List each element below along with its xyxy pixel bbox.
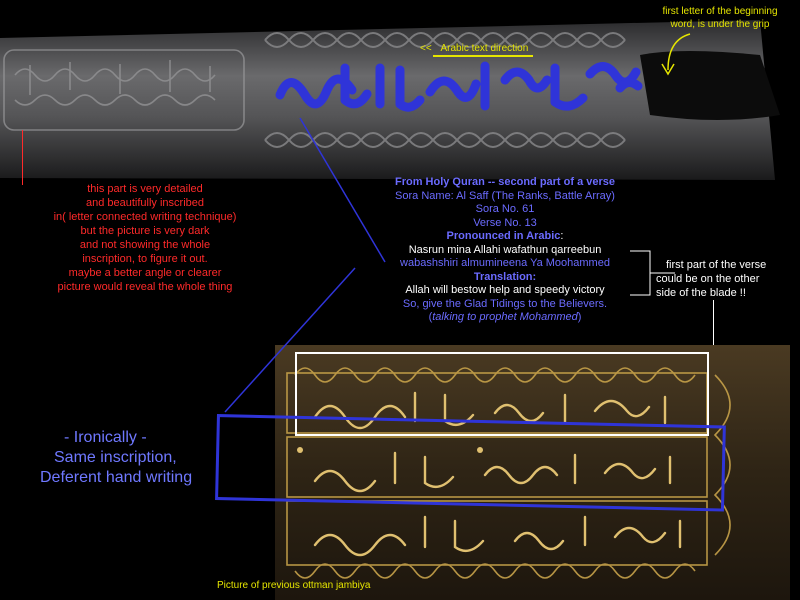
translation-line-2: So, give the Glad Tidings to the Believers. — [402, 297, 608, 310]
ironic-line-1: - Ironically - — [64, 429, 147, 446]
detail-note-line-8: picture would reveal the whole thing — [57, 281, 233, 293]
ironic-line-3: Deferent hand writing — [40, 469, 193, 486]
detail-note-line-2: and beautifully inscribed — [85, 197, 205, 209]
side-note-line-3: side of the blade !! — [656, 287, 746, 299]
arabic-line-1: Nasrun mina Allahi wafathun qarreebun — [408, 243, 602, 256]
grip-note-line-1: first letter of the beginning — [662, 6, 778, 17]
translation-line-1: Allah will bestow help and speedy victory — [405, 284, 605, 296]
detail-note-line-5: and not showing the whole — [79, 239, 211, 251]
detail-note-line-1: this part is very detailed — [87, 183, 203, 195]
pronounced-colon: : — [560, 230, 564, 242]
sora-number: Sora No. 61 — [475, 203, 535, 215]
detail-note-line-3: in( letter connected writing technique) — [53, 211, 237, 223]
detail-note-line-6: inscription, to figure it out. — [82, 253, 208, 265]
detail-note-line-4: but the picture is very dark — [80, 225, 210, 237]
ironic-note — [30, 428, 230, 488]
verse-title: From Holy Quran -- second part of a verse — [394, 176, 616, 188]
translation-label: Translation: — [473, 270, 537, 283]
side-note-line-1: first part of the verse — [666, 259, 767, 271]
side-note-line-2: could be on the other — [656, 273, 760, 285]
verse-number: Verse No. 13 — [473, 216, 537, 229]
direction-label: Arabic text direction — [440, 43, 529, 54]
detail-note-line-7: maybe a better angle or clearer — [68, 267, 222, 279]
translation-note-text: talking to prophet Mohammed — [432, 311, 578, 323]
direction-arrows: << — [420, 43, 432, 54]
pronounced-label: Pronounced in Arabic — [446, 230, 561, 242]
grip-note-line-2: word, is under the grip — [670, 19, 770, 30]
sora-name: Sora Name: Al Saff (The Ranks, Battle Array) — [395, 189, 615, 202]
arabic-line-2: wabashshiri almumineena Ya Moohammed — [400, 257, 610, 269]
paren-close: ) — [577, 311, 582, 323]
photo-caption: Picture of previous ottman jambiya — [217, 580, 371, 591]
ironic-line-2: Same inscription, — [54, 449, 177, 466]
paren-open: ( — [428, 311, 433, 323]
